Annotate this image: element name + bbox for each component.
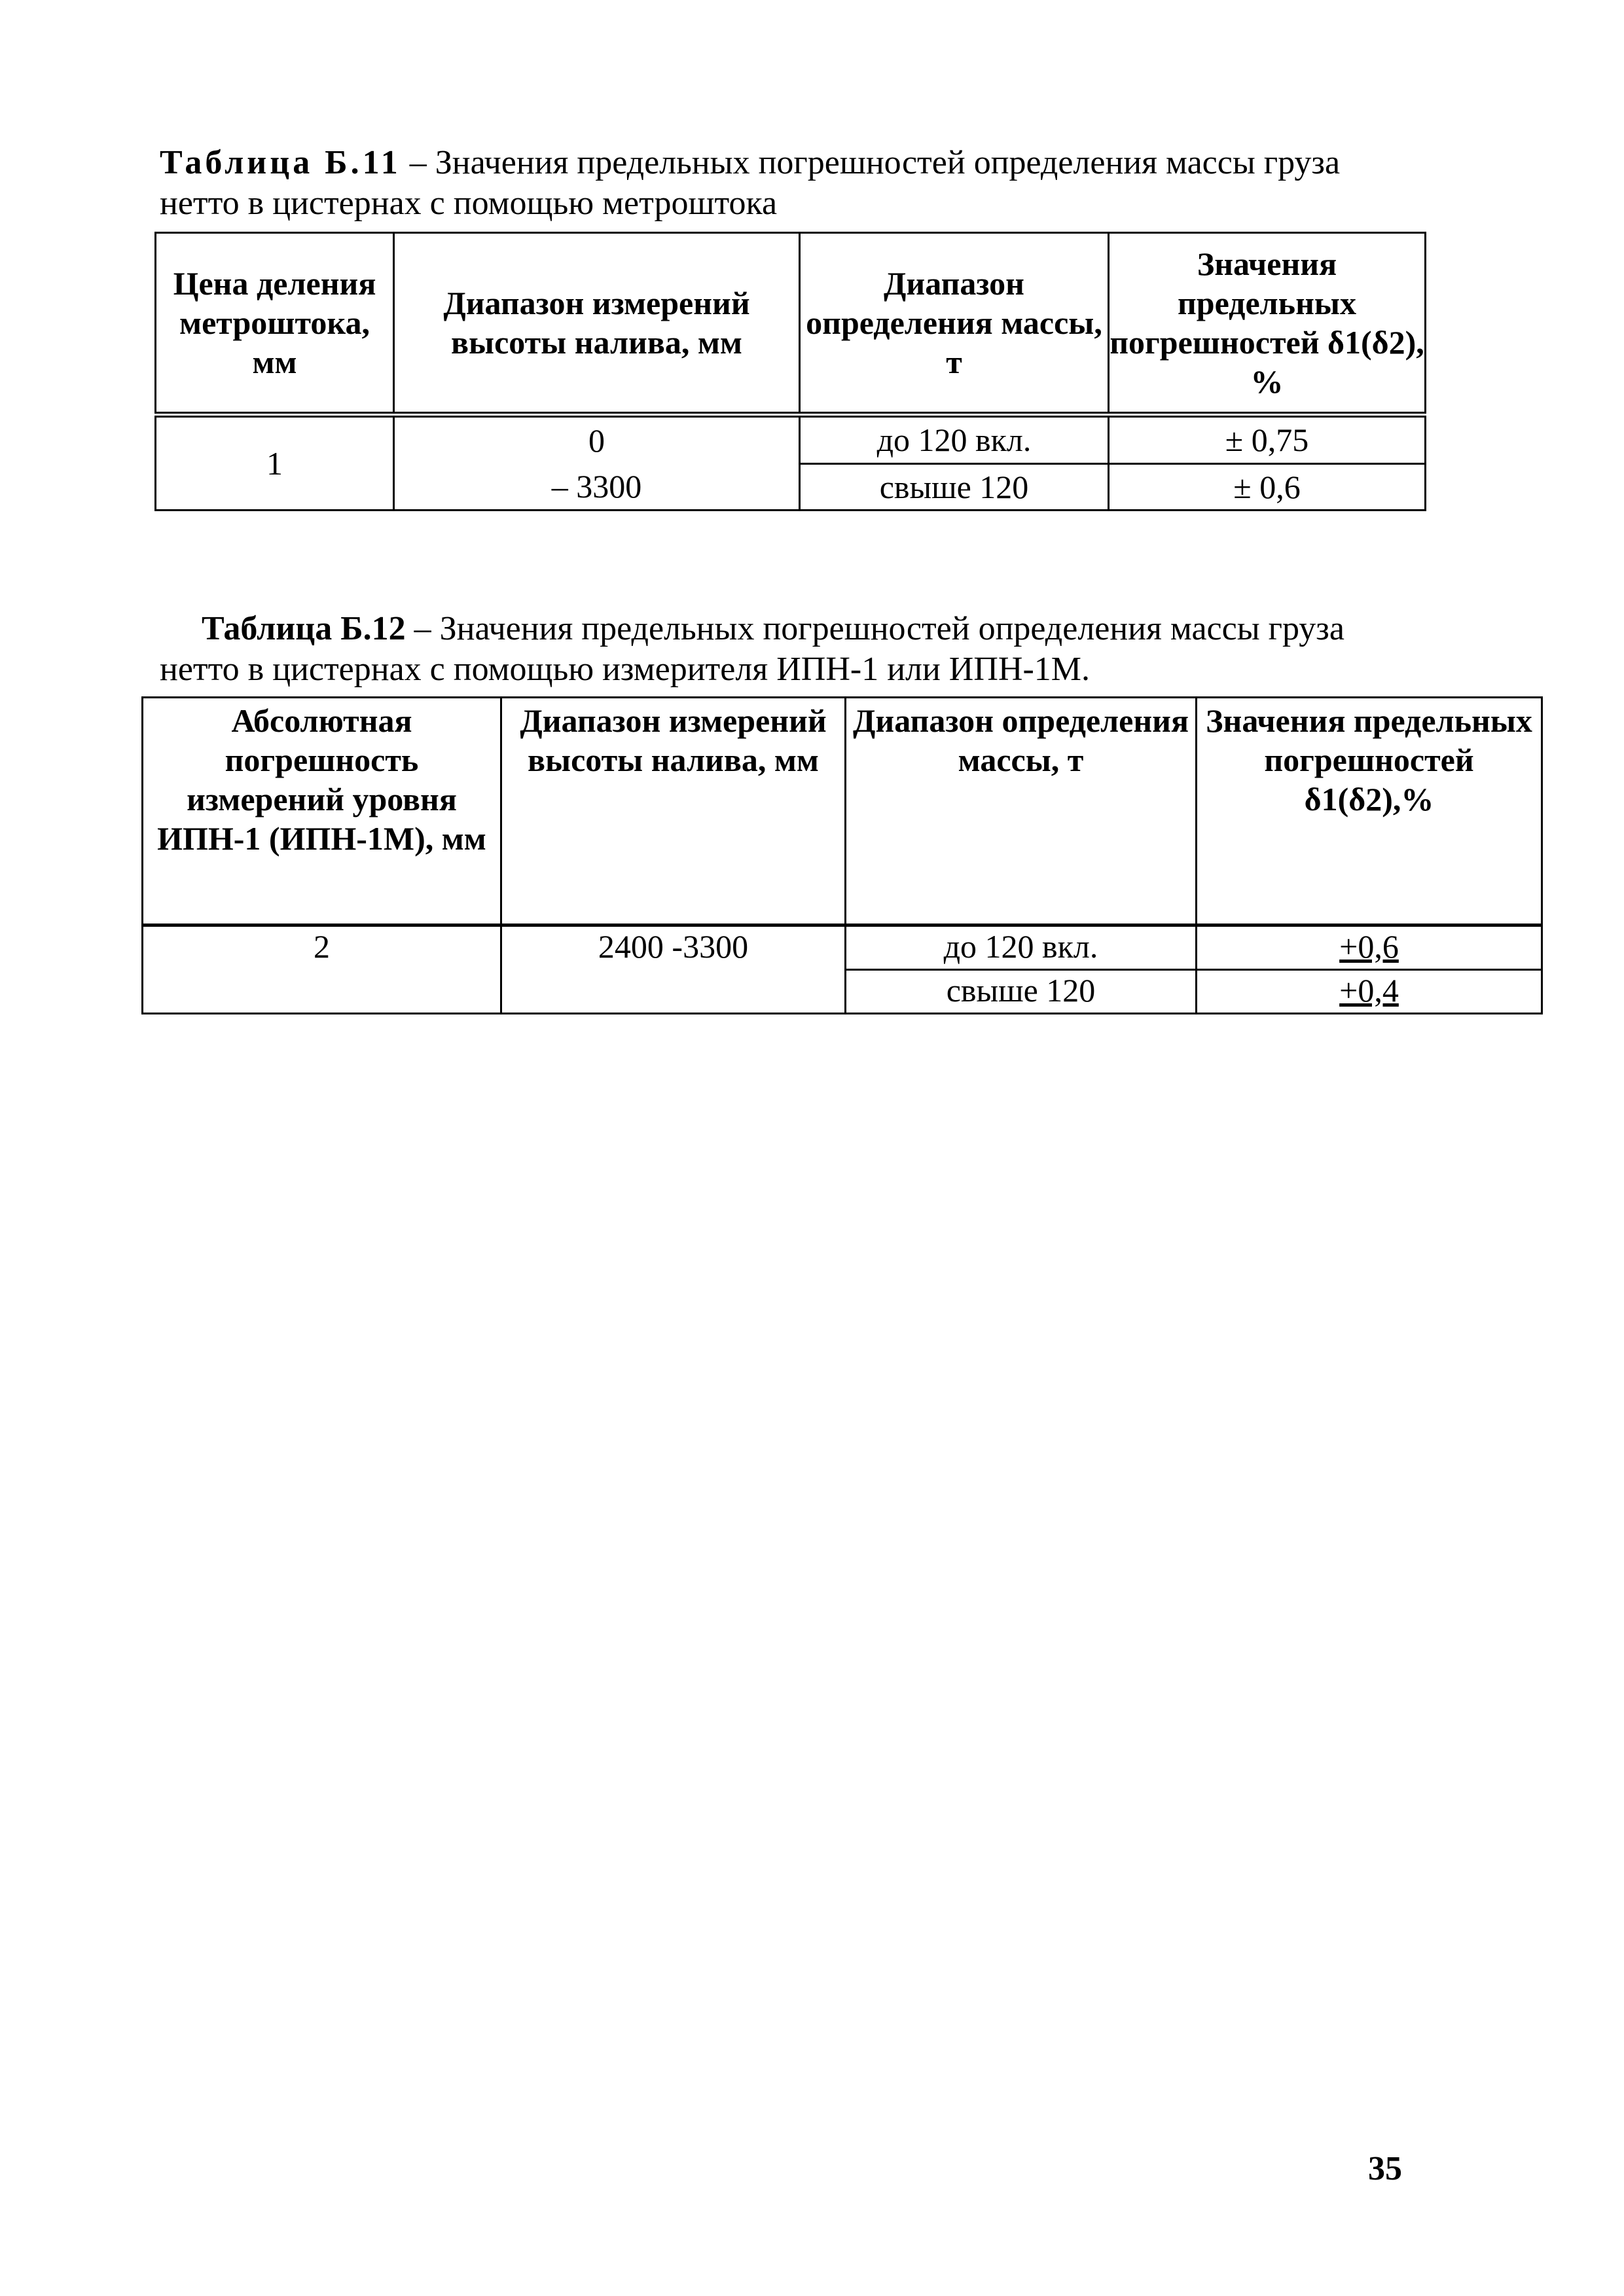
header-error-values: Значения предельных погрешностей δ1(δ2),% [1197,698,1542,925]
header-error-values: Значения предельных погрешностей δ1(δ2), % [1109,233,1426,415]
header-mass-range: Диапазон определения массы, т [846,698,1197,925]
cell-mass-range: свыше 120 [846,970,1197,1014]
table-header-row [143,698,1542,925]
header-mass-range: Диапазон определения массы, т [800,233,1109,415]
cell-mass-range: до 120 вкл. [846,925,1197,970]
cell-height-range: 2400 -3300 [501,925,846,1014]
cell-height-range-from: 0 [588,422,605,459]
header-height-range: Диапазон измерений высоты налива, мм [394,233,800,415]
header-abs-error: Абсолютная погрешность измерений уровня ИПН-1 (ИПН-1М), мм [143,698,501,925]
cell-mass-range: свыше 120 [800,463,1109,511]
table-b11-label: Таблица Б.11 [160,144,401,181]
header-height-range: Диапазон измерений высоты налива, мм [501,698,846,925]
table-b12 [141,696,1543,1014]
cell-height-range [394,415,800,511]
table-header-row [156,233,1426,415]
table-b11 [154,232,1426,511]
cell-division: 1 [156,415,394,511]
cell-mass-range: до 120 вкл. [800,415,1109,464]
cell-error: +0,6 [1197,925,1542,970]
table-b11-caption-text: – Значения предельных погрешностей определения массы груза нетто в цистернах с помощью метроштока [160,144,1341,222]
table-b12-caption-text: – Значения предельных погрешностей определения массы груза нетто в цистернах с помощью измерителя ИПН-1 или ИПН-1М. [160,610,1344,688]
cell-abs-error: 2 [143,925,501,1014]
header-division: Цена деления метроштока, мм [156,233,394,415]
table-row [143,925,1542,970]
table-b12-label: Таблица Б.12 [202,610,406,647]
table-b11-caption [160,143,1423,224]
table-row [156,415,1426,464]
table-b12-caption [160,609,1423,690]
cell-height-range-to: – 3300 [551,468,642,505]
cell-error: +0,4 [1197,970,1542,1014]
page-number: 35 [1368,2150,1402,2187]
cell-error: ± 0,6 [1109,463,1426,511]
cell-error: ± 0,75 [1109,415,1426,464]
